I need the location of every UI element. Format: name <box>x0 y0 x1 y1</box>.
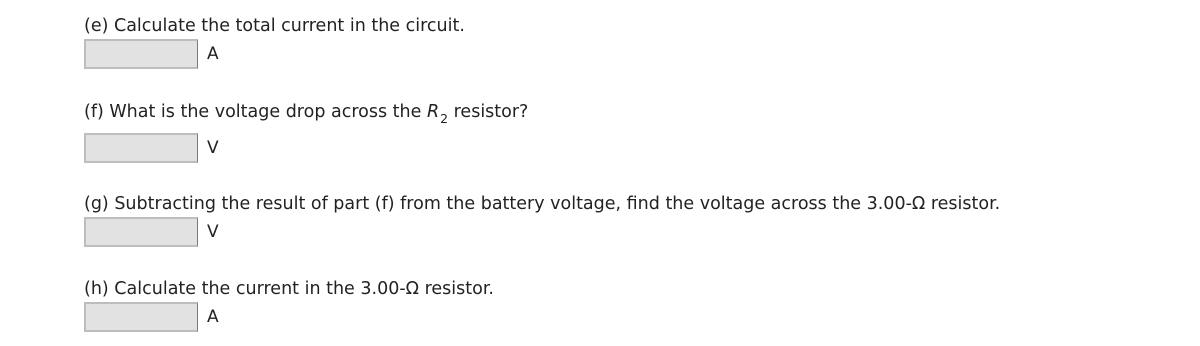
variable-subscript: 2 <box>440 111 449 126</box>
answer-input-f[interactable] <box>84 133 198 163</box>
answer-input-e[interactable] <box>84 39 198 69</box>
answer-row-h <box>84 302 219 332</box>
answer-row-e <box>84 39 219 69</box>
question-f-text-after: resistor? <box>448 102 529 122</box>
answer-input-h[interactable] <box>84 302 198 332</box>
unit-label-g: V <box>207 222 219 242</box>
unit-label-e: A <box>207 44 219 64</box>
answer-row-f <box>84 133 219 163</box>
question-f-text <box>84 101 528 124</box>
unit-label-f: V <box>207 138 219 158</box>
question-g-text: (g) Subtracting the result of part (f) from the battery voltage, find the voltage across the 3.00-Ω resistor. <box>84 194 1001 214</box>
unit-label-h: A <box>207 307 219 327</box>
question-f-text-before: (f) What is the voltage drop across the <box>84 102 427 122</box>
question-h-text: (h) Calculate the current in the 3.00-Ω resistor. <box>84 279 494 299</box>
variable-r: R <box>426 102 440 122</box>
answer-row-g <box>84 217 219 247</box>
answer-input-g[interactable] <box>84 217 198 247</box>
question-e-text: (e) Calculate the total current in the circuit. <box>84 16 465 36</box>
